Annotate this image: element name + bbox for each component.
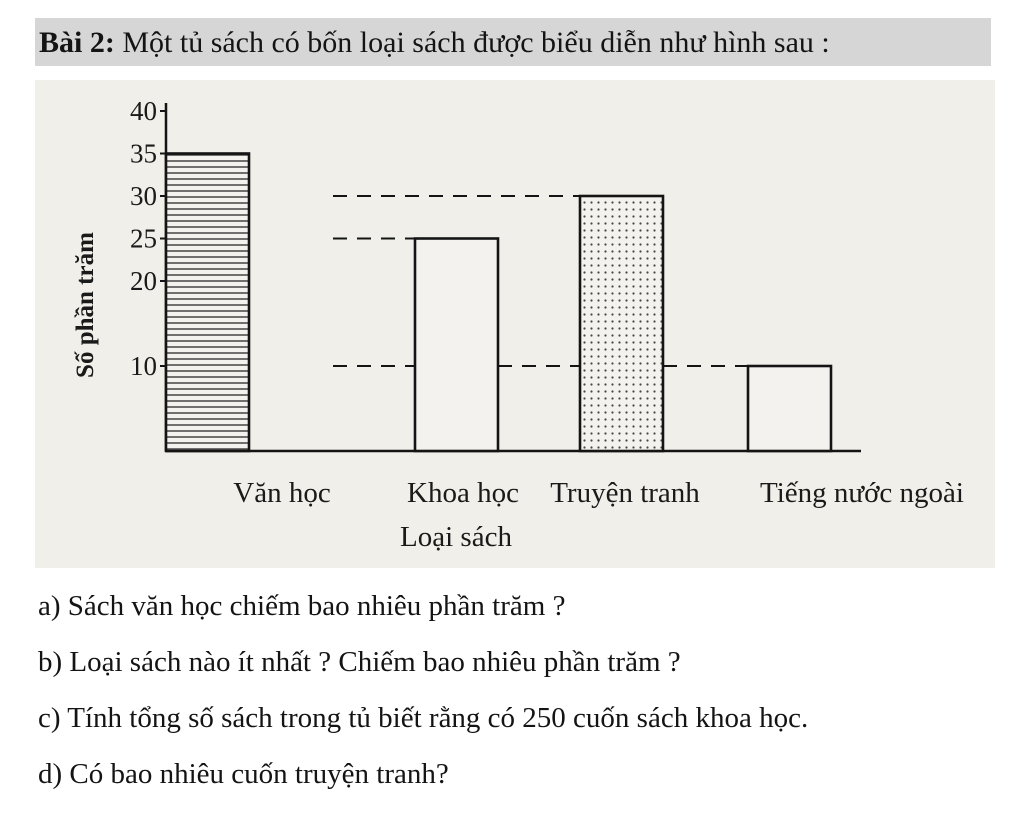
x-category-label-1: Khoa học bbox=[407, 477, 519, 509]
question-list bbox=[38, 590, 1008, 791]
exercise-title bbox=[35, 18, 991, 66]
x-axis-title: Loại sách bbox=[400, 521, 512, 553]
y-tick-label-20: 20 bbox=[130, 266, 157, 296]
bar-0 bbox=[166, 154, 249, 452]
question-c: c) Tính tổng số sách trong tủ biết rằng có 250 cuốn sách khoa học. bbox=[38, 702, 809, 734]
y-axis-title: Số phần trăm bbox=[72, 232, 99, 378]
x-category-label-3: Tiếng nước ngoài bbox=[760, 477, 964, 509]
x-category-label-0: Văn học bbox=[233, 477, 331, 509]
x-category-label-2: Truyện tranh bbox=[550, 477, 700, 509]
y-tick-label-30: 30 bbox=[130, 181, 157, 211]
y-tick-label-40: 40 bbox=[130, 96, 157, 126]
question-a: a) Sách văn học chiếm bao nhiêu phần trăm ? bbox=[38, 590, 566, 622]
y-tick-label-35: 35 bbox=[130, 138, 157, 169]
question-b: b) Loại sách nào ít nhất ? Chiếm bao nhiêu phần trăm ? bbox=[38, 646, 681, 678]
chart-panel bbox=[35, 80, 995, 568]
question-d: d) Có bao nhiêu cuốn truyện tranh? bbox=[38, 758, 449, 790]
bar-2 bbox=[580, 196, 663, 451]
exercise-number: Bài 2: bbox=[39, 26, 115, 59]
y-tick-label-25: 25 bbox=[130, 223, 157, 254]
bar-3 bbox=[748, 366, 831, 451]
bar-1 bbox=[415, 239, 498, 452]
bar-chart bbox=[35, 80, 995, 568]
y-tick-label-10: 10 bbox=[130, 351, 157, 381]
exercise-statement: Một tủ sách có bốn loại sách được biểu diễn như hình sau : bbox=[114, 26, 830, 59]
